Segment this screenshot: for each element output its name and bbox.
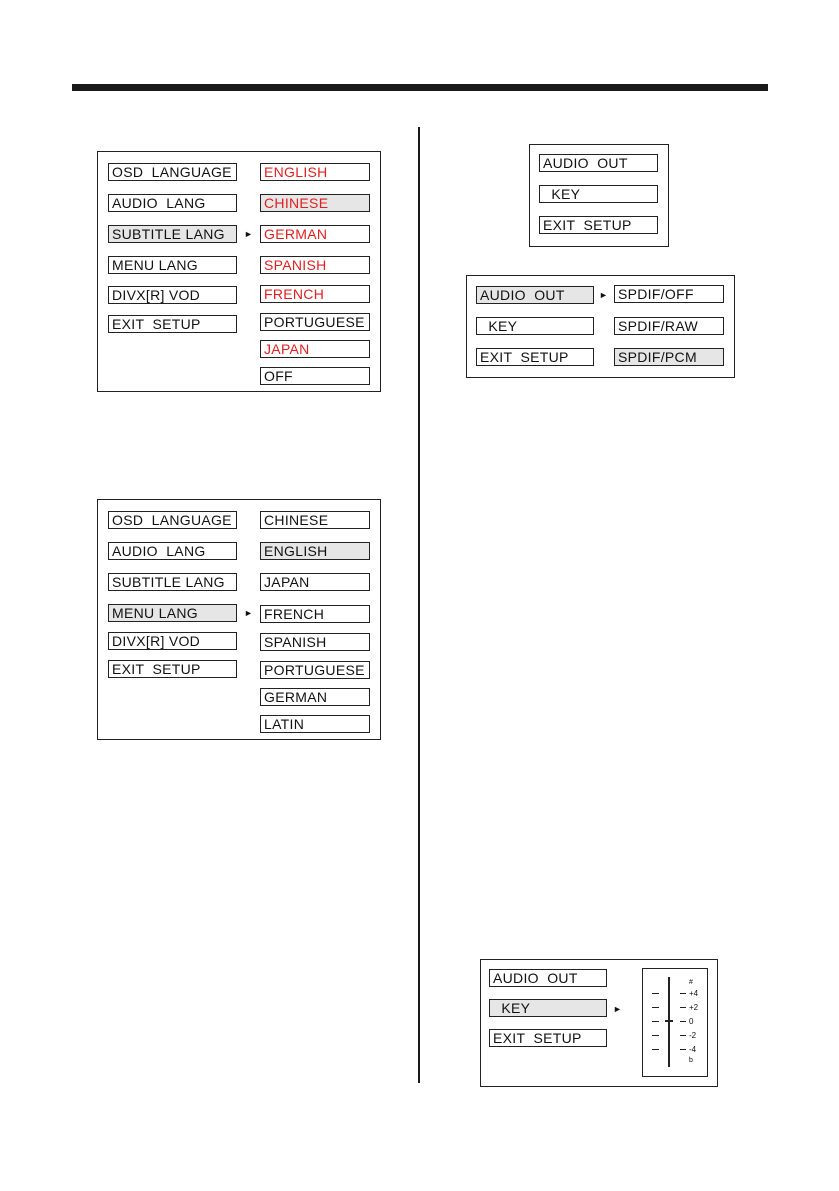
scale-tick (680, 1049, 686, 1050)
option-french[interactable]: FRENCH (260, 605, 370, 623)
option-spanish[interactable]: SPANISH (260, 633, 370, 651)
slider-thumb[interactable] (665, 1020, 673, 1022)
option-spanish[interactable]: SPANISH (260, 256, 370, 274)
menu-item-osd-language[interactable]: OSD LANGUAGE (108, 163, 237, 181)
scale-tick (652, 993, 659, 994)
option-german[interactable]: GERMAN (260, 688, 370, 706)
menu-item-osd-language[interactable]: OSD LANGUAGE (108, 511, 237, 529)
submenu-arrow-icon: ► (613, 1004, 622, 1014)
audio-setup-menu (529, 144, 669, 247)
option-chinese[interactable]: CHINESE (260, 194, 370, 212)
audio-out-menu (466, 275, 735, 378)
menu-language-menu (97, 499, 381, 740)
scale-tick (652, 1035, 659, 1036)
menu-item-exit-setup[interactable]: EXIT SETUP (108, 315, 237, 333)
menu-item-audio-lang[interactable]: AUDIO LANG (108, 542, 237, 560)
menu-item-exit-setup[interactable]: EXIT SETUP (108, 660, 237, 678)
submenu-arrow-icon: ► (244, 229, 253, 239)
submenu-arrow-icon: ► (244, 608, 253, 618)
menu-item-divx-vod[interactable]: DIVX[R] VOD (108, 632, 237, 650)
menu-item-audio-out[interactable]: AUDIO OUT (476, 286, 594, 304)
key-scale-slider[interactable] (642, 968, 708, 1077)
option-german[interactable]: GERMAN (260, 225, 370, 243)
option-french[interactable]: FRENCH (260, 285, 370, 303)
menu-item-audio-out[interactable]: AUDIO OUT (539, 154, 658, 172)
menu-item-exit-setup[interactable]: EXIT SETUP (489, 1029, 607, 1047)
option-portuguese[interactable]: PORTUGUESE (260, 661, 370, 679)
scale-label: -4 (689, 1045, 697, 1054)
menu-item-exit-setup[interactable]: EXIT SETUP (476, 348, 594, 366)
menu-item-divx-vod[interactable]: DIVX[R] VOD (108, 286, 237, 304)
scale-label: +4 (689, 989, 699, 998)
flat-symbol: b (689, 1057, 693, 1064)
option-spdif-off[interactable]: SPDIF/OFF (614, 285, 724, 303)
menu-item-key[interactable]: KEY (489, 999, 607, 1017)
menu-item-exit-setup[interactable]: EXIT SETUP (539, 216, 658, 234)
option-english[interactable]: ENGLISH (260, 163, 370, 181)
option-japan[interactable]: JAPAN (260, 573, 370, 591)
menu-item-audio-lang[interactable]: AUDIO LANG (108, 194, 237, 212)
menu-item-key[interactable]: KEY (539, 185, 658, 203)
scale-label: +2 (689, 1003, 699, 1012)
submenu-arrow-icon: ► (599, 290, 608, 300)
subtitle-language-menu (97, 151, 381, 392)
option-portuguese[interactable]: PORTUGUESE (260, 313, 370, 331)
scale-tick (652, 1007, 659, 1008)
sharp-symbol: # (689, 979, 693, 986)
menu-item-key[interactable]: KEY (476, 317, 594, 335)
scale-tick (652, 1021, 659, 1022)
option-chinese[interactable]: CHINESE (260, 511, 370, 529)
scale-tick (652, 1049, 659, 1050)
option-spdif-pcm[interactable]: SPDIF/PCM (614, 348, 724, 366)
option-japan[interactable]: JAPAN (260, 340, 370, 358)
option-latin[interactable]: LATIN (260, 715, 370, 733)
menu-item-menu-lang[interactable]: MENU LANG (108, 256, 237, 274)
option-english[interactable]: ENGLISH (260, 542, 370, 560)
scale-tick (680, 1007, 686, 1008)
slider-track (668, 977, 670, 1067)
scale-tick (680, 1021, 686, 1022)
header-rule (72, 84, 768, 91)
option-spdif-raw[interactable]: SPDIF/RAW (614, 317, 724, 335)
menu-item-menu-lang[interactable]: MENU LANG (108, 604, 237, 622)
menu-item-audio-out[interactable]: AUDIO OUT (489, 969, 607, 987)
scale-label: -2 (689, 1031, 697, 1040)
menu-item-subtitle-lang[interactable]: SUBTITLE LANG (108, 225, 237, 243)
key-adjust-menu (480, 959, 718, 1087)
menu-item-subtitle-lang[interactable]: SUBTITLE LANG (108, 573, 237, 591)
scale-tick (680, 993, 686, 994)
column-divider (418, 127, 420, 1083)
scale-label: 0 (689, 1017, 694, 1026)
option-off[interactable]: OFF (260, 367, 370, 385)
scale-tick (680, 1035, 686, 1036)
